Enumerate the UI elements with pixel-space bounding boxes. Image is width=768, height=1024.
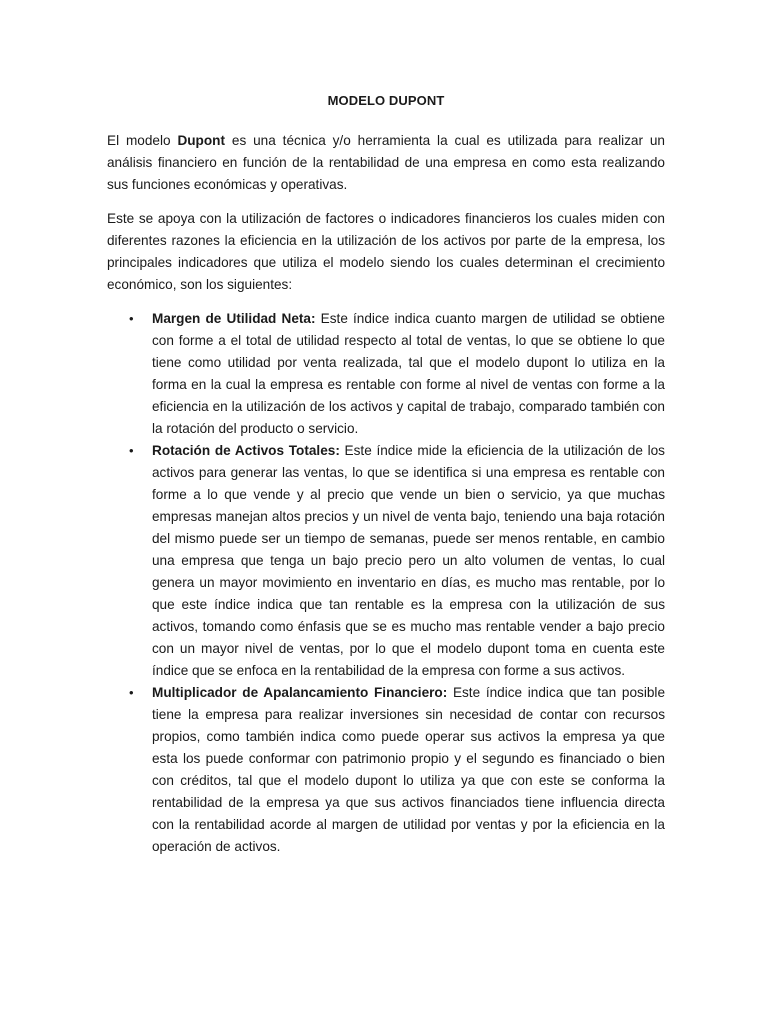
list-item-text: Este índice mide la eficiencia de la utilización de los activos para generar las ventas, lo que se identifica si una empresa es rentable con forme a lo que vende y al precio que vende un bien o servicio, ya que muchas empresas manejan altos precios y un nivel de venta bajo, teniendo una baja rotación del mismo puede ser un tiempo de semanas, puede ser menos rentable, en cambio una empresa que tenga un bajo precio pero un alto volumen de ventas, lo cual genera un mayor movimiento en inventario en días, es mucho mas rentable, por lo que este índice indica que tan rentable es la empresa con la utilización de sus activos, tomando como énfasis que se es mucho mas rentable vender a bajo precio con un mayor nivel de ventas, por lo que el modelo dupont toma en cuenta este índice que se enfoca en la rentabilidad de la empresa con forme a sus activos. bbox=[152, 443, 665, 678]
list-item-term: Multiplicador de Apalancamiento Financiero: bbox=[152, 685, 448, 700]
intro-text-after: es una técnica y/o herramienta la cual es utilizada para realizar un análisis financiero en función de la rentabilidad de una empresa en como esta realizando sus funciones económicas y operativas. bbox=[107, 133, 665, 192]
bullet-icon: • bbox=[129, 443, 134, 458]
list-item bbox=[107, 308, 665, 440]
bullet-icon: • bbox=[129, 685, 134, 700]
bullet-icon: • bbox=[129, 311, 134, 326]
intro-bold-term: Dupont bbox=[177, 133, 225, 148]
intro-paragraph bbox=[107, 130, 665, 196]
list-item-term: Rotación de Activos Totales: bbox=[152, 443, 340, 458]
list-item-text: Este índice indica cuanto margen de utilidad se obtiene con forme a el total de utilidad respecto al total de ventas, lo que se obtiene lo que tiene como utilidad por venta realizada, tal que el modelo dupont lo utiliza en la forma en la cual la empresa es rentable con forme al nivel de ventas con forme a la eficiencia en la utilización de los activos y capital de trabajo, comparado también con la rotación del producto o servicio. bbox=[152, 311, 665, 436]
indicator-list bbox=[107, 308, 665, 858]
page-title: MODELO DUPONT bbox=[327, 93, 445, 108]
list-item-term: Margen de Utilidad Neta: bbox=[152, 311, 316, 326]
list-item-text: Este índice indica que tan posible tiene la empresa para realizar inversiones sin necesidad de contar con recursos propios, como también indica como puede operar sus activos la empresa ya que esta los puede conformar con patrimonio propio y el segundo es financiado o bien con créditos, tal que el modelo dupont lo utiliza ya que con este se conforma la rentabilidad de la empresa ya que sus activos financiados tiene influencia directa con la rentabilidad acorde al margen de utilidad por ventas y por la eficiencia en la operación de activos. bbox=[152, 685, 666, 854]
list-item bbox=[107, 440, 665, 682]
intro-text-before: El modelo bbox=[107, 133, 178, 148]
second-paragraph: Este se apoya con la utilización de factores o indicadores financieros los cuales miden con diferentes razones la eficiencia en la utilización de los activos por parte de la empresa, los principales indicadores que utiliza el modelo siendo los cuales determinan el crecimiento económico, son los siguientes: bbox=[107, 211, 665, 292]
list-item bbox=[107, 682, 665, 858]
